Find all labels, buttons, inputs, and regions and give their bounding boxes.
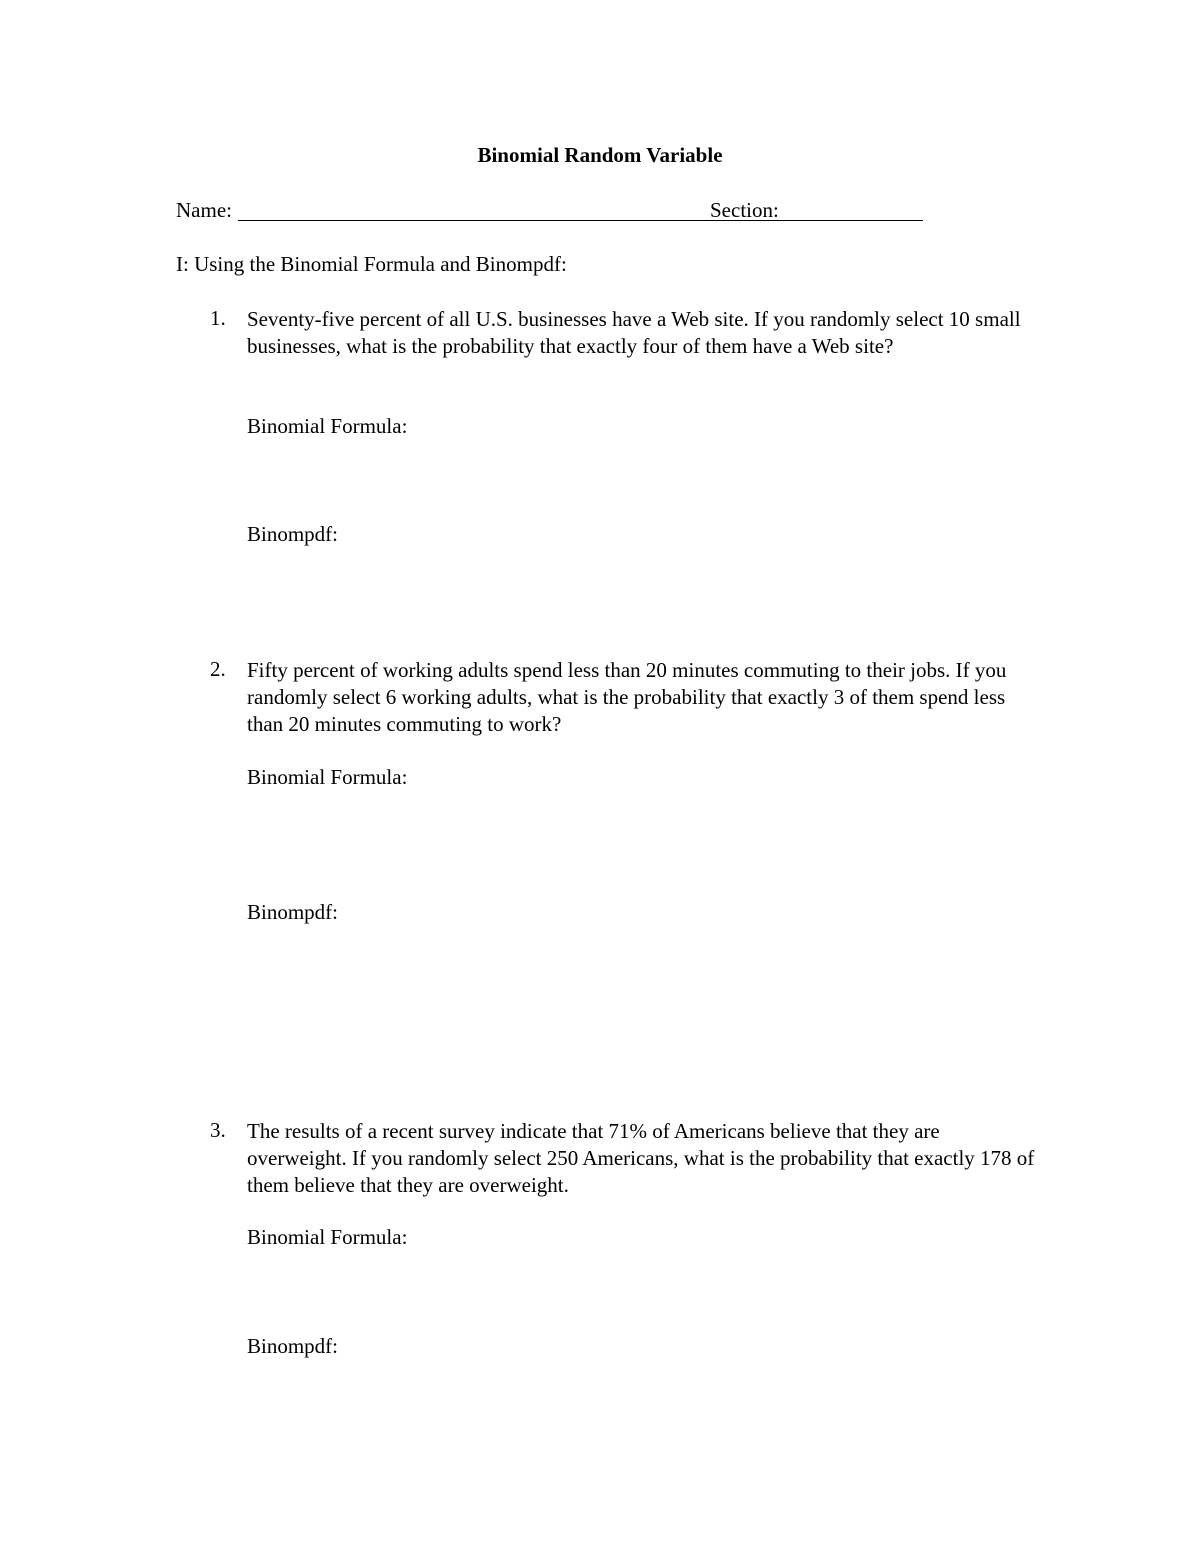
binomial-formula-label-2: Binomial Formula: <box>247 765 408 789</box>
binompdf-label-1: Binompdf: <box>247 522 339 546</box>
question-number: 3. <box>210 1118 226 1142</box>
name-section-row <box>176 198 936 226</box>
question-text: Seventy-five percent of all U.S. businesses have a Web site. If you randomly select 10 small businesses, what is the probability that exactly four of them have a Web site? <box>247 307 1021 358</box>
section-blank-line[interactable] <box>794 220 923 221</box>
question-number: 1. <box>210 306 226 330</box>
binompdf-label-3: Binompdf: <box>247 1334 339 1358</box>
name-label: Name: <box>176 198 232 222</box>
binomial-formula-label-3: Binomial Formula: <box>247 1225 408 1249</box>
worksheet-title: Binomial Random Variable <box>477 143 723 167</box>
section-label: Section: <box>710 198 779 222</box>
binomial-formula-label-1: Binomial Formula: <box>247 414 408 438</box>
question-number: 2. <box>210 657 226 681</box>
binompdf-label-2: Binompdf: <box>247 900 339 924</box>
part-heading: I: Using the Binomial Formula and Binompdf: <box>176 252 567 276</box>
question-text: The results of a recent survey indicate that 71% of Americans believe that they are overweight. If you randomly select 250 Americans, what is the probability that exactly 178 of them believe that they are overweight. <box>247 1119 1035 1197</box>
question-text: Fifty percent of working adults spend less than 20 minutes commuting to their jobs. If you randomly select 6 working adults, what is the probability that exactly 3 of them spend less than 20 minutes commuting to work? <box>247 658 1007 736</box>
